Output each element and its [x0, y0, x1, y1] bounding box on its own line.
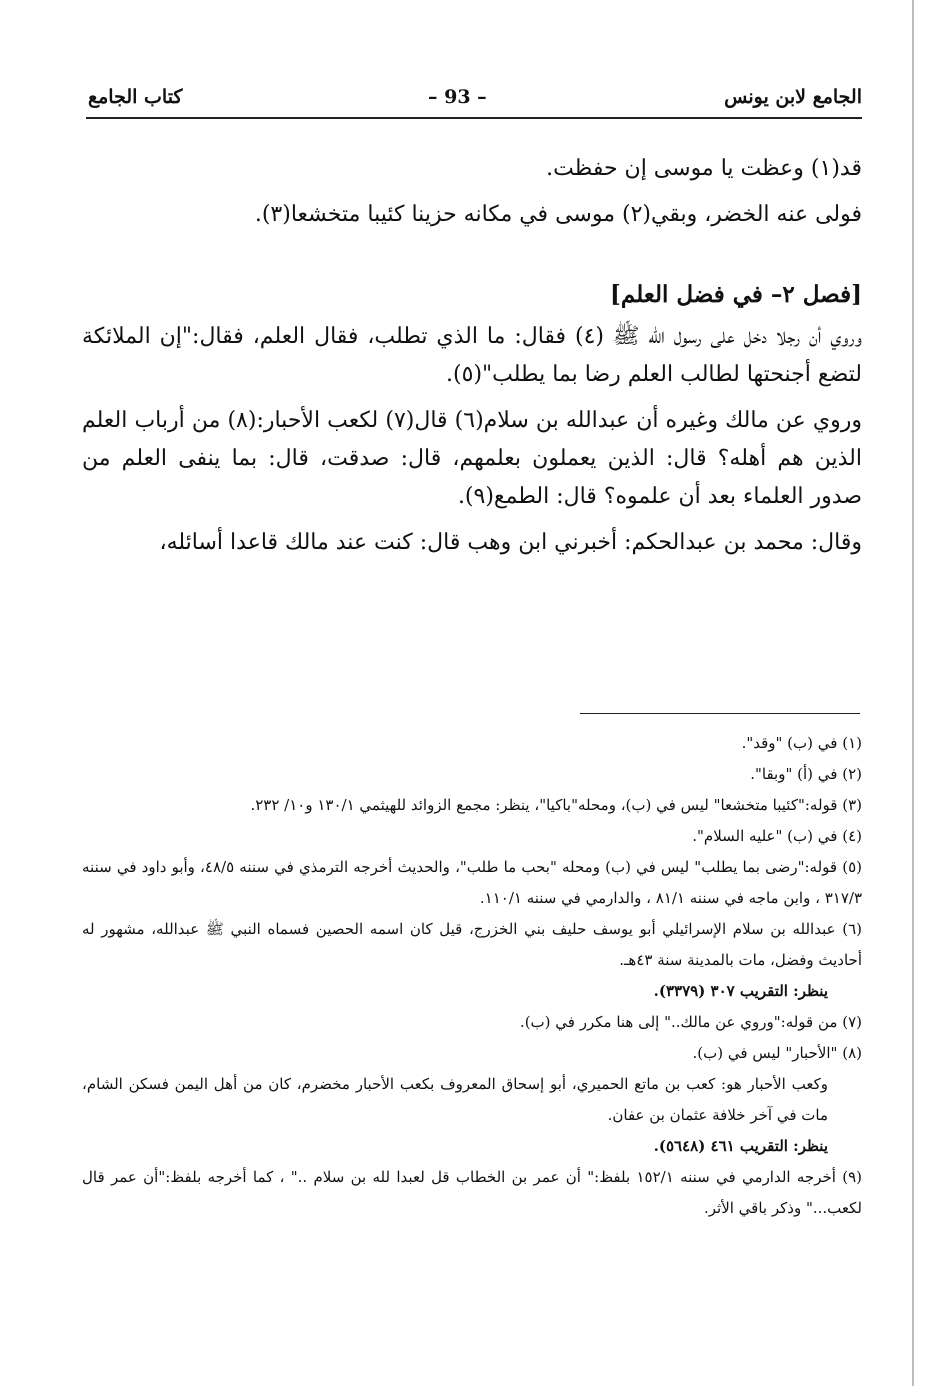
footnote: (٥) قوله:"رضى بما يطلب" ليس في (ب) ومحله "بحب ما طلب"، والحديث أخرجه الترمذي في سننه ٤٨/٥، وأبو داود في سننه ٣١٧/٣ ، وابن ماجه في سننه ٨١/١ ، والدارمي في سننه ١١٠/١.: [82, 858, 862, 907]
header-chapter-title: كتاب الجامع: [88, 86, 183, 108]
footnote: (٧) من قوله:"وروي عن مالك.." إلى هنا مكرر في (ب).: [519, 1013, 862, 1031]
footnote: (٨) "الأحبار" ليس في (ب).: [692, 1044, 862, 1062]
footnote: (١) في (ب) "وقد".: [741, 734, 862, 752]
header-rule: [86, 117, 862, 119]
paragraph: قد(١) وعظت يا موسى إن حفظت.: [546, 156, 862, 181]
running-header: [88, 86, 862, 114]
footnote-reference: ينظر: التقريب ٤٦١ (٥٦٤٨).: [653, 1137, 828, 1155]
paragraph: وروي أن رجلا دخل على رسول الله ﷺ (٤) فقال: ما الذي تطلب، فقال العلم، فقال:"إن الملائكة لتضع أجنحتها لطالب العلم رضا بما يطلب"(٥).: [82, 324, 862, 387]
header-book-title: الجامع لابن يونس: [724, 86, 862, 108]
footnote-rule: [580, 713, 860, 714]
footnote: (٤) في (ب) "عليه السلام".: [692, 827, 862, 845]
footnote: (٩) أخرجه الدارمي في سننه ١٥٢/١ بلفظ:" أن عمر بن الخطاب قل لعبدا لله بن سلام .." ، كما أخرجه بلفظ:"أن عمر قال لكعب..." وذكر باقي الأثر.: [82, 1168, 863, 1217]
page-number: – 93 –: [428, 86, 487, 108]
paragraph: وروي عن مالك وغيره أن عبدالله بن سلام(٦) قال(٧) لكعب الأحبار:(٨) من أرباب العلم الذين هم أهله؟ قال: الذين يعملون بعلمهم، قال: صدقت، قال: بما ينفى العلم من صدور العلماء بعد أن علموه؟ قال: الطمع(٩).: [82, 408, 862, 509]
footnote: (٢) في (أ) "وبقا".: [750, 765, 862, 783]
footnote-reference: ينظر: التقريب ٣٠٧ (٣٣٧٩).: [653, 982, 828, 1000]
footnote: (٣) قوله:"كئيبا متخشعا" ليس في (ب)، ومحله"باكيا"، ينظر: مجمع الزوائد للهيثمي ١٣٠/١ و١٠/ ٢٣٢.: [250, 796, 862, 814]
paragraph: وقال: محمد بن عبدالحكم: أخبرني ابن وهب قال: كنت عند مالك قاعدا أسائله،: [159, 530, 862, 555]
paragraph: فولى عنه الخضر، وبقي(٢) موسى في مكانه حزينا كئيبا متخشعا(٣).: [254, 202, 862, 227]
footnotes: [82, 728, 862, 1224]
page-edge: [912, 0, 914, 1386]
footnote: (٦) عبدالله بن سلام الإسرائيلي أبو يوسف حليف بني الخزرج، قيل كان اسمه الحصين فسماه النبي ﷺ عبدالله، مشهور له أحاديث وفضل، مات بالمدينة سنة ٤٣هـ.: [82, 920, 862, 969]
main-text: [82, 150, 862, 562]
section-heading: [فصل ٢– في فضل العلم]: [610, 281, 862, 308]
footnote-note: وكعب الأحبار هو: كعب بن ماتع الحميري، أبو إسحاق المعروف بكعب الأحبار مخضرم، كان من أهل اليمن فسكن الشام، مات في آخر خلافة عثمان بن عفان.: [82, 1075, 828, 1124]
